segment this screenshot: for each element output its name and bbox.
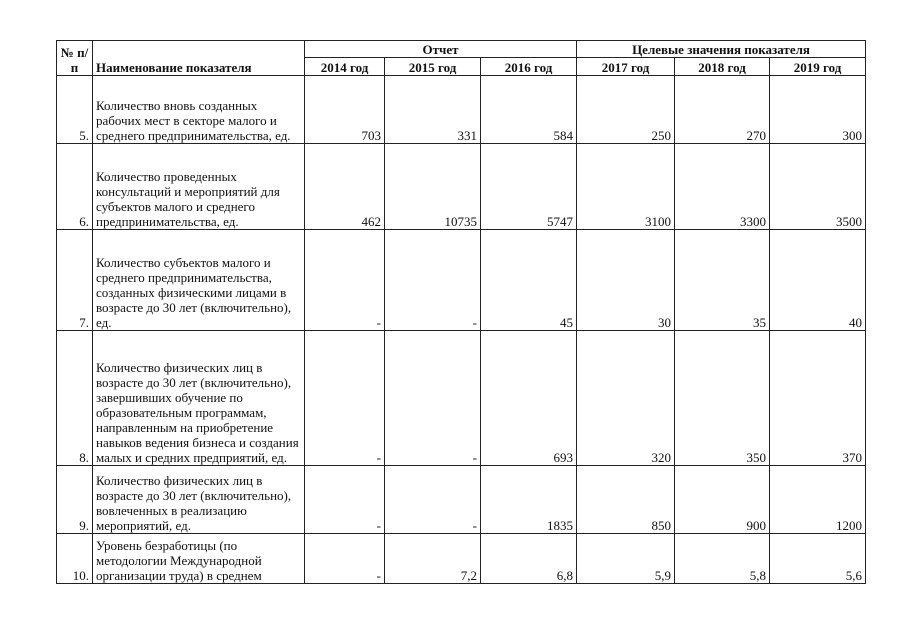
header-year-2017: 2017 год — [577, 58, 675, 76]
value-2018: 900 — [675, 466, 770, 534]
value-2014: - — [305, 230, 385, 331]
value-2017: 320 — [577, 331, 675, 466]
table-row — [57, 331, 866, 466]
value-2016: 584 — [481, 76, 577, 144]
value-2019: 5,6 — [770, 534, 866, 584]
header-year-2018: 2018 год — [675, 58, 770, 76]
row-number: 6. — [57, 144, 93, 230]
indicator-name: Количество проведенных консультаций и мероприятий для субъектов малого и среднего предпринимательства, ед. — [93, 144, 305, 230]
value-2016: 45 — [481, 230, 577, 331]
value-2018: 5,8 — [675, 534, 770, 584]
value-2016: 1835 — [481, 466, 577, 534]
value-2015: 331 — [385, 76, 481, 144]
value-2017: 250 — [577, 76, 675, 144]
header-year-2016: 2016 год — [481, 58, 577, 76]
value-2017: 3100 — [577, 144, 675, 230]
value-2017: 850 — [577, 466, 675, 534]
header-year-2015: 2015 год — [385, 58, 481, 76]
value-2019: 300 — [770, 76, 866, 144]
header-year-2019: 2019 год — [770, 58, 866, 76]
value-2018: 35 — [675, 230, 770, 331]
value-2014: - — [305, 331, 385, 466]
row-number: 10. — [57, 534, 93, 584]
header-name: Наименование показателя — [93, 41, 305, 76]
value-2014: 703 — [305, 76, 385, 144]
value-2014: 462 — [305, 144, 385, 230]
value-2019: 40 — [770, 230, 866, 331]
indicator-name: Количество физических лиц в возрасте до 30 лет (включительно), вовлеченных в реализацию мероприятий, ед. — [93, 466, 305, 534]
row-number: 8. — [57, 331, 93, 466]
row-number: 9. — [57, 466, 93, 534]
header-num: № п/п — [57, 41, 93, 76]
value-2017: 30 — [577, 230, 675, 331]
header-row-top — [57, 41, 866, 58]
indicator-name: Количество субъектов малого и среднего предпринимательства, созданных физическими лицами в возрасте до 30 лет (включительно), ед. — [93, 230, 305, 331]
value-2014: - — [305, 466, 385, 534]
indicator-name: Уровень безработицы (по методологии Международной организации труда) в среднем — [93, 534, 305, 584]
indicator-name: Количество вновь созданных рабочих мест в секторе малого и среднего предпринимательства, ед. — [93, 76, 305, 144]
value-2019: 3500 — [770, 144, 866, 230]
value-2018: 270 — [675, 76, 770, 144]
table-row — [57, 534, 866, 584]
value-2018: 350 — [675, 331, 770, 466]
indicator-name: Количество физических лиц в возрасте до 30 лет (включительно), завершивших обучение по образовательным программам, направленным на приобретение навыков ведения бизнеса и создания малых и средних предприятий, ед. — [93, 331, 305, 466]
row-number: 7. — [57, 230, 93, 331]
value-2017: 5,9 — [577, 534, 675, 584]
table-row — [57, 76, 866, 144]
value-2019: 1200 — [770, 466, 866, 534]
table-row — [57, 230, 866, 331]
value-2019: 370 — [770, 331, 866, 466]
value-2014: - — [305, 534, 385, 584]
row-number: 5. — [57, 76, 93, 144]
header-target: Целевые значения показателя — [577, 41, 866, 58]
table-row — [57, 144, 866, 230]
value-2016: 693 — [481, 331, 577, 466]
header-year-2014: 2014 год — [305, 58, 385, 76]
value-2015: - — [385, 230, 481, 331]
value-2016: 5747 — [481, 144, 577, 230]
value-2018: 3300 — [675, 144, 770, 230]
value-2015: - — [385, 466, 481, 534]
header-report: Отчет — [305, 41, 577, 58]
table-row — [57, 466, 866, 534]
value-2015: - — [385, 331, 481, 466]
value-2015: 10735 — [385, 144, 481, 230]
indicators-table — [56, 40, 866, 584]
value-2015: 7,2 — [385, 534, 481, 584]
value-2016: 6,8 — [481, 534, 577, 584]
